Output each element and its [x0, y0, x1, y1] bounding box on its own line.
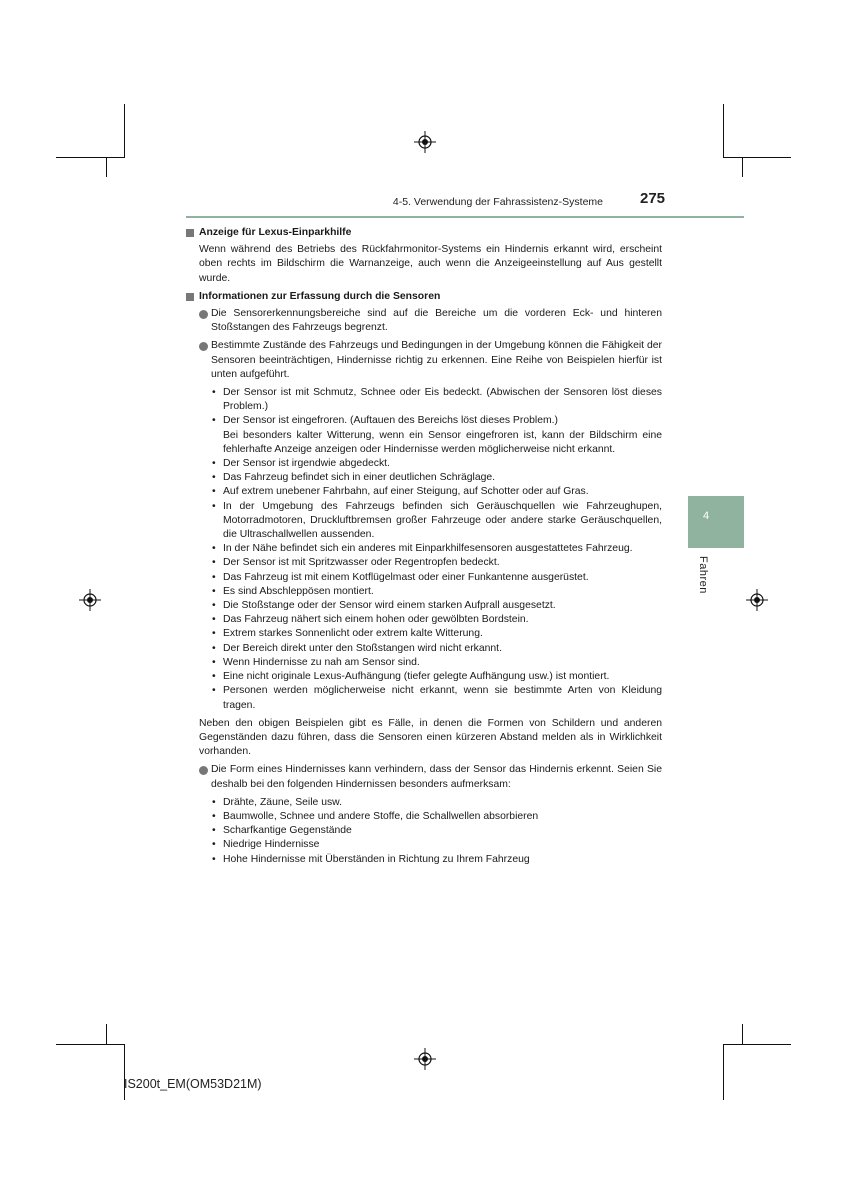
- crop-mark: [723, 104, 724, 158]
- paragraph: Neben den obigen Beispielen gibt es Fälle, in denen die Formen von Schildern und anderen Gegenständen dazu führen, dass die Sensoren einen kürzeren Abstand melden als in Wirklichkeit vorhanden.: [199, 717, 662, 758]
- list-item-text: Hohe Hindernisse mit Überständen in Richtung zu Ihrem Fahrzeug: [223, 853, 530, 865]
- chapter-tab: [688, 496, 744, 548]
- list-item: [211, 542, 662, 556]
- list-item: [211, 585, 662, 599]
- dot-bullet-icon: •: [212, 796, 216, 808]
- list-item: [211, 642, 662, 656]
- list-item-text: Wenn Hindernisse zu nah am Sensor sind.: [223, 656, 420, 668]
- list-item: [211, 500, 662, 543]
- list-item-text: Personen werden möglicherweise nicht erkannt, wenn sie bestimmte Arten von Kleidung tragen.: [223, 685, 662, 711]
- square-bullet-icon: [186, 293, 194, 301]
- dot-bullet-icon: •: [212, 585, 216, 597]
- crop-mark: [106, 157, 107, 177]
- chapter-label: Fahren: [697, 556, 709, 594]
- heading-text: Informationen zur Erfassung durch die Sensoren: [199, 290, 441, 302]
- list-item-text: Der Sensor ist eingefroren. (Auftauen des Bereichs löst dieses Problem.): [223, 415, 558, 427]
- list-item: [211, 556, 662, 570]
- list-item: [211, 824, 662, 838]
- dot-bullet-icon: •: [212, 543, 216, 555]
- page-content: [186, 226, 662, 871]
- item-text: Die Sensorerkennungsbereiche sind auf die Bereiche um die vorderen Eck- und hinteren Stoßstangen des Fahrzeugs begrenzt.: [211, 308, 662, 334]
- crop-mark: [742, 157, 743, 177]
- list-item: [211, 457, 662, 471]
- list-item: [211, 796, 662, 810]
- list-item-note: Bei besonders kalter Witterung, wenn ein Sensor eingefroren ist, kann der Bildschirm eine fehlerhafte Anzeige anzeigen oder Hindernisse werden möglicherweise nicht erkannt.: [223, 429, 662, 455]
- dot-bullet-icon: •: [212, 571, 216, 583]
- conditions-list: [211, 386, 662, 713]
- crop-mark: [723, 1044, 791, 1045]
- list-item-text: Baumwolle, Schnee und andere Stoffe, die Schallwellen absorbieren: [223, 810, 539, 822]
- list-item-text: Das Fahrzeug nähert sich einem hohen oder gewölbten Bordstein.: [223, 614, 529, 626]
- crop-mark: [723, 157, 791, 158]
- dot-bullet-icon: •: [212, 614, 216, 626]
- dot-bullet-icon: •: [212, 472, 216, 484]
- dot-bullet-icon: •: [212, 486, 216, 498]
- crop-mark: [56, 157, 124, 158]
- list-item-text: Scharfkantige Gegenstände: [223, 825, 352, 837]
- dot-bullet-icon: •: [212, 825, 216, 837]
- list-item: [211, 471, 662, 485]
- square-bullet-icon: [186, 229, 194, 237]
- dot-bullet-icon: •: [212, 500, 216, 512]
- circle-bullet-icon: [199, 766, 208, 775]
- list-item: [211, 599, 662, 613]
- list-item-text: Drähte, Zäune, Seile usw.: [223, 796, 342, 808]
- dot-bullet-icon: •: [212, 839, 216, 851]
- section-heading: [186, 290, 662, 304]
- crop-mark: [124, 104, 125, 158]
- list-item-text: Der Sensor ist irgendwie abgedeckt.: [223, 458, 390, 470]
- page-number: 275: [640, 190, 666, 207]
- list-item-text: Extrem starkes Sonnenlicht oder extrem kalte Witterung.: [223, 628, 483, 640]
- list-item: [211, 414, 662, 457]
- crop-mark: [723, 1044, 724, 1100]
- list-item-text: Das Fahrzeug ist mit einem Kotflügelmast oder einer Funkantenne ausgerüstet.: [223, 571, 589, 583]
- paragraph: Wenn während des Betriebs des Rückfahrmonitor-Systems ein Hindernis erkannt wird, erscheint oben rechts im Bildschirm die Warnanzeige, auch wenn die Anzeigeeinstellung auf Aus gestellt wurde.: [199, 244, 662, 284]
- list-item-text: Der Sensor ist mit Schmutz, Schnee oder Eis bedeckt. (Abwischen der Sensoren löst dieses Problem.): [223, 387, 662, 413]
- item-text: Bestimmte Zustände des Fahrzeugs und Bedingungen in der Umgebung können die Fähigkeit der Sensoren beeinträchtigen, Hindernisse richtig zu erkennen. Eine Reihe von Beispielen hierfür ist unten aufgeführt.: [211, 340, 662, 380]
- circle-bullet-item: [186, 307, 662, 335]
- dot-bullet-icon: •: [212, 671, 216, 683]
- list-item: [211, 656, 662, 670]
- list-item-text: Der Sensor ist mit Spritzwasser oder Regentropfen bedeckt.: [223, 557, 500, 569]
- list-item-text: Die Stoßstange oder der Sensor wird einem starken Aufprall ausgesetzt.: [223, 600, 556, 612]
- list-item-text: Eine nicht originale Lexus-Aufhängung (tiefer gelegte Aufhängung usw.) ist montiert.: [223, 671, 610, 683]
- list-item-text: In der Nähe befindet sich ein anderes mit Einparkhilfesensoren ausgestattetes Fahrzeug.: [223, 543, 633, 555]
- circle-bullet-item: [186, 763, 662, 791]
- circle-bullet-item: [186, 339, 662, 382]
- crop-mark: [106, 1024, 107, 1044]
- list-item: [211, 684, 662, 712]
- list-item-text: Es sind Abschleppösen montiert.: [223, 585, 374, 597]
- registration-mark-icon: [79, 589, 101, 611]
- list-item: [211, 853, 662, 867]
- list-item: [211, 838, 662, 852]
- item-text: Die Form eines Hindernisses kann verhindern, dass der Sensor das Hindernis erkennt. Seien Sie deshalb bei den folgenden Hindernissen besonders aufmerksam:: [211, 764, 662, 790]
- section-title: 4-5. Verwendung der Fahrassistenz-Systeme: [392, 196, 603, 208]
- list-item-text: Auf extrem unebener Fahrbahn, auf einer Steigung, auf Schotter oder auf Gras.: [223, 486, 589, 498]
- list-item-text: Der Bereich direkt unter den Stoßstangen wird nicht erkannt.: [223, 642, 502, 654]
- list-item: [211, 613, 662, 627]
- obstacles-list: [211, 796, 662, 867]
- list-item-text: Niedrige Hindernisse: [223, 839, 320, 851]
- crop-mark: [56, 1044, 124, 1045]
- heading-text: Anzeige für Lexus-Einparkhilfe: [199, 227, 352, 238]
- crop-mark: [742, 1024, 743, 1044]
- dot-bullet-icon: •: [212, 387, 216, 399]
- chapter-number: 4: [702, 510, 710, 522]
- dot-bullet-icon: •: [212, 810, 216, 822]
- dot-bullet-icon: •: [212, 557, 216, 569]
- list-item: [211, 485, 662, 499]
- list-item-text: In der Umgebung des Fahrzeugs befinden sich Geräuschquellen wie Fahrzeughupen, Motorradmotoren, Druckluftbremsen großer Fahrzeuge oder andere starke Geräuschquellen, die Ultraschallwellen aussenden.: [223, 500, 662, 541]
- dot-bullet-icon: •: [212, 628, 216, 640]
- dot-bullet-icon: •: [212, 685, 216, 697]
- section-heading: [186, 226, 662, 240]
- dot-bullet-icon: •: [212, 600, 216, 612]
- list-item-text: Das Fahrzeug befindet sich in einer deutlichen Schräglage.: [223, 472, 496, 484]
- list-item: [211, 810, 662, 824]
- circle-bullet-icon: [199, 342, 208, 351]
- dot-bullet-icon: •: [212, 458, 216, 470]
- list-item: [211, 670, 662, 684]
- list-item: [211, 571, 662, 585]
- crop-mark: [124, 1044, 125, 1100]
- dot-bullet-icon: •: [212, 656, 216, 668]
- manual-code: IS200t_EM(OM53D21M): [124, 1077, 262, 1091]
- dot-bullet-icon: •: [212, 415, 216, 427]
- list-item: [211, 627, 662, 641]
- list-item: [211, 386, 662, 414]
- registration-mark-icon: [414, 131, 436, 153]
- registration-mark-icon: [414, 1048, 436, 1070]
- dot-bullet-icon: •: [212, 642, 216, 654]
- dot-bullet-icon: •: [212, 853, 216, 865]
- registration-mark-icon: [746, 589, 768, 611]
- header-rule: [186, 216, 744, 218]
- circle-bullet-icon: [199, 310, 208, 319]
